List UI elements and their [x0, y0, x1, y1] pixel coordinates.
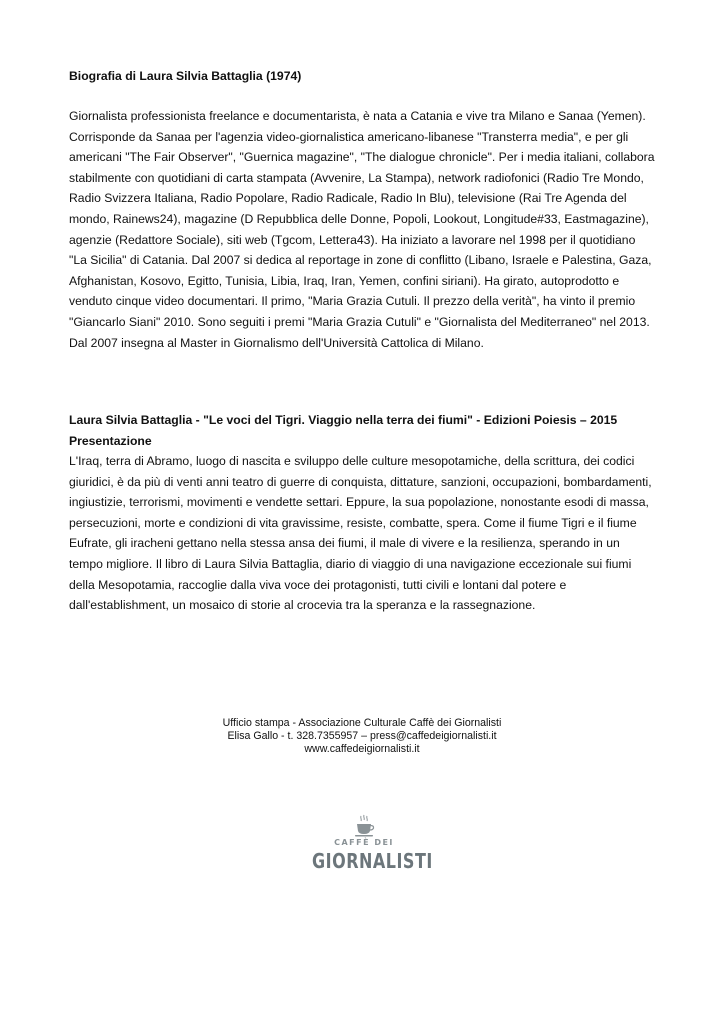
book-line: L'Iraq, terra di Abramo, luogo di nascita e sviluppo delle culture mesopotamiche, della scrittura, dei codici — [69, 454, 635, 468]
bio-line: Giornalista professionista freelance e documentarista, è nata a Catania e vive tra Milano e Sanaa (Yemen). — [69, 109, 646, 123]
footer-contact: Elisa Gallo - t. 328.7355957 – press@caffedeigiornalisti.it — [227, 730, 497, 743]
footer-organization: Ufficio stampa - Associazione Culturale Caffè dei Giornalisti — [222, 717, 502, 729]
book-title: Laura Silvia Battaglia - "Le voci del Tigri. Viaggio nella terra dei fiumi" - Edizioni Poiesis – 2015 — [69, 413, 618, 427]
bio-line: Afghanistan, Kosovo, Egitto, Tunisia, Libia, Iraq, Iran, Yemen, confini siriani). Ha girato, autoprodotto e — [69, 273, 620, 288]
caffe-dei-giornalisti-logo — [312, 808, 433, 874]
bio-paragraph — [69, 106, 659, 353]
bio-line: Radio Svizzera Italiana, Radio Popolare, Radio Radicale, Radio In Blu), televisione (Rai Tre Agenda del — [69, 191, 627, 206]
bio-line: americani "The Fair Observer", "Guernica magazine", "The dialogue chronicle". Per i media italiani, collabora — [69, 150, 655, 165]
coffee-cup-icon — [352, 814, 376, 838]
bio-line: stabilmente con quotidiani di carta stampata (Avvenire, La Stampa), network radiofonici (Radio Tre Mondo, — [69, 170, 644, 185]
book-line: dall'establishment, un mosaico di storie al crocevia tra la speranza e la rassegnazione. — [69, 598, 536, 613]
press-office-footer — [0, 717, 724, 757]
book-line: Eufrate, gli iracheni gettano nella stessa ansa dei fiumi, il male di vivere e la resilienza, sperando in un — [69, 536, 620, 551]
bio-line: Corrisponde da Sanaa per l'agenzia video-giornalistica americano-libanese "Transterra media", e per gli — [69, 129, 629, 144]
bio-line: "Giancarlo Siani" 2010. Sono seguiti i premi "Maria Grazia Cutuli" e "Giornalista del Mediterraneo" nel 2013. — [69, 314, 650, 329]
bio-line: venduto cinque video documentari. Il primo, "Maria Grazia Cutuli. Il prezzo della verità", ha vinto il premio — [69, 294, 636, 309]
book-line: ingiustizie, terrorismi, movimenti e vendette settari. Eppure, la sua popolazione, nonostante esodi di massa, — [69, 495, 649, 510]
logo-top-text: CAFFÈ DEI — [334, 838, 394, 847]
logo-main-text: GIORNALISTI — [312, 849, 433, 873]
bio-line: Dal 2007 insegna al Master in Giornalismo dell'Università Cattolica di Milano. — [69, 335, 484, 350]
book-line: giuridici, è da più di venti anni teatro di guerre di conquista, dittature, sanzioni, occupazioni, bombardamenti, — [69, 474, 652, 489]
book-line: tempo migliore. Il libro di Laura Silvia Battaglia, diario di viaggio di una navigazione eccezionale sui fiumi — [69, 556, 632, 571]
book-line: della Mesopotamia, raccoglie dalla viva voce dei protagonisti, tutti civili e lontani dal potere e — [69, 577, 567, 592]
book-subtitle: Presentazione — [69, 434, 152, 448]
book-line: persecuzioni, morte e condizioni di vita gravissime, resiste, combatte, spera. Come il fiume Tigri e il fiume — [69, 515, 637, 530]
book-paragraph — [69, 451, 659, 616]
bio-line: agenzie (Redattore Sociale), siti web (Tgcom, Lettera43). Ha iniziato a lavorare nel 1998 per il quotidiano — [69, 232, 636, 247]
bio-line: "La Sicilia" di Catania. Dal 2007 si dedica al reportage in zone di conflitto (Libano, Israele e Palestina, Gaza, — [69, 253, 652, 268]
footer-website: www.caffedeigiornalisti.it — [304, 743, 420, 756]
bio-title: Biografia di Laura Silvia Battaglia (1974) — [69, 69, 302, 83]
bio-line: mondo, Rainews24), magazine (D Repubblica delle Donne, Popoli, Lookout, Longitude#33, Eastmagazine), — [69, 211, 649, 226]
